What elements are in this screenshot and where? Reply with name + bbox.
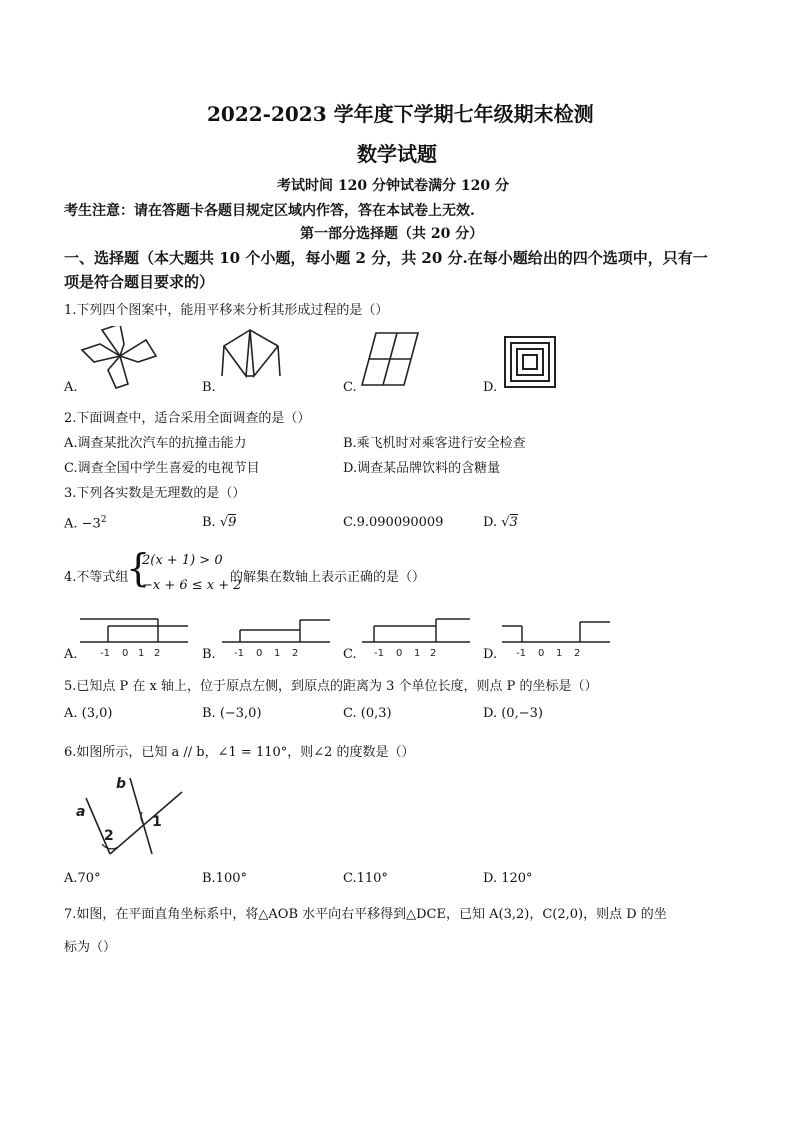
q6-figure: [66, 770, 188, 862]
q1-option-c-label: C.: [343, 380, 357, 395]
q3-text: 3.下列各实数是无理数的是（）: [64, 486, 246, 501]
q4-inequality-1: 2(x + 1) > 0: [142, 553, 223, 568]
tick-label: -1: [516, 648, 526, 658]
q4-option-b-label: B.: [202, 647, 216, 662]
tick-label: 1: [414, 648, 421, 658]
q5-option-b: B. (−3,0): [202, 706, 262, 721]
q1-figure-c: [360, 331, 422, 387]
part-title: 第一部分选择题（共 20 分）: [300, 226, 484, 242]
q3-option-a-exponent: 2: [100, 515, 107, 525]
q3-option-b-label: B.: [202, 515, 220, 530]
q4-numberline-c: [360, 612, 472, 658]
q3-option-c: C.9.090090009: [343, 515, 444, 530]
q3-option-d-label: D.: [483, 515, 502, 530]
q2-text: 2.下面调查中，适合采用全面调查的是（）: [64, 411, 311, 426]
q4-numberline-a: [78, 612, 190, 658]
q5-text: 5.已知点 P 在 x 轴上，位于原点左侧，到原点的距离为 3 个单位长度，则点 P 的坐标是（）: [64, 679, 598, 694]
brace-icon: {: [126, 546, 151, 590]
q1-figure-a: [80, 326, 162, 390]
q4-inequality-2: −x + 6 ≤ x + 2: [142, 578, 242, 593]
q3-option-a-base: A. −3: [64, 516, 101, 532]
tick-label: 0: [538, 648, 545, 658]
q1-figure-d: [503, 335, 557, 389]
tick-label: 1: [274, 648, 281, 658]
q4-numberline-d: [500, 612, 612, 658]
tick-label: 0: [396, 648, 403, 658]
radical-icon: √: [219, 515, 229, 530]
q4-option-c-label: C.: [343, 647, 357, 662]
q3-option-d-radicand: 3: [509, 515, 518, 530]
q3-option-b-radicand: 9: [228, 515, 237, 530]
angle-2-label: 2: [104, 828, 114, 844]
q2-option-b: B.乘飞机时对乘客进行安全检查: [343, 436, 526, 451]
tick-label: 2: [430, 648, 437, 658]
q1-option-b-label: B.: [202, 380, 216, 395]
q1-text: 1.下列四个图案中，能用平移来分析其形成过程的是（）: [64, 303, 389, 318]
q1-option-a-label: A.: [64, 380, 78, 395]
q6-option-d: D. 120°: [483, 871, 533, 886]
tick-label: 2: [292, 648, 299, 658]
q2-option-d: D.调查某品牌饮料的含糖量: [343, 461, 501, 476]
line-a-label: a: [76, 804, 86, 820]
q4-option-d-label: D.: [483, 647, 498, 662]
radical-icon: √: [501, 515, 510, 530]
tick-label: 2: [154, 648, 161, 658]
q4-suffix: 的解集在数轴上表示正确的是（）: [230, 570, 426, 585]
q5-option-a: A. (3,0): [64, 706, 113, 721]
q7-line1: 7.如图，在平面直角坐标系中，将△AOB 水平向右平移得到△DCE，已知 A(3,2)，C(2,0)，则点 D 的坐: [64, 907, 667, 922]
q4-prefix: 4.不等式组: [64, 570, 129, 585]
q6-option-b: B.100°: [202, 871, 247, 886]
q4-numberline-b: [220, 612, 332, 658]
q4-option-a-label: A.: [64, 647, 78, 662]
q7-line2: 标为（）: [64, 940, 117, 955]
line-b-label: b: [116, 776, 127, 792]
tick-label: 1: [556, 648, 563, 658]
tick-label: 2: [574, 648, 581, 658]
tick-label: -1: [100, 648, 110, 658]
q6-option-a: A.70°: [64, 871, 101, 886]
q1-option-d-label: D.: [483, 380, 498, 395]
exam-subtitle: 数学试题: [357, 142, 437, 166]
angle-1-label: 1: [152, 814, 162, 830]
q2-option-a: A.调查某批次汽车的抗撞击能力: [64, 436, 247, 451]
tick-label: 1: [138, 648, 145, 658]
q6-option-c: C.110°: [343, 871, 388, 886]
q3-option-d: [483, 515, 518, 530]
q6-text: 6.如图所示，已知 a // b，∠1 = 110°，则∠2 的度数是（）: [64, 745, 415, 760]
q5-option-d: D. (0,−3): [483, 706, 543, 721]
section-instruction-line2: 项是符合题目要求的）: [64, 273, 215, 291]
tick-label: 0: [122, 648, 129, 658]
q1-figure-b: [220, 328, 282, 382]
section-instruction-line1: 一、选择题（本大题共 10 个小题，每小题 2 分，共 20 分.在每小题给出的四个选项中，只有一: [64, 249, 708, 267]
time-info: 考试时间 120 分钟试卷满分 120 分: [277, 178, 509, 194]
tick-label: -1: [234, 648, 244, 658]
q3-option-a: [64, 515, 107, 531]
q3-option-b: [202, 515, 236, 530]
tick-label: -1: [374, 648, 384, 658]
q2-option-c: C.调查全国中学生喜爱的电视节目: [64, 461, 260, 476]
q5-option-c: C. (0,3): [343, 706, 392, 721]
tick-label: 0: [256, 648, 263, 658]
notice: 考生注意：请在答题卡各题目规定区域内作答，答在本试卷上无效.: [64, 203, 475, 219]
exam-title: 2022-2023 学年度下学期七年级期末检测: [207, 102, 594, 126]
